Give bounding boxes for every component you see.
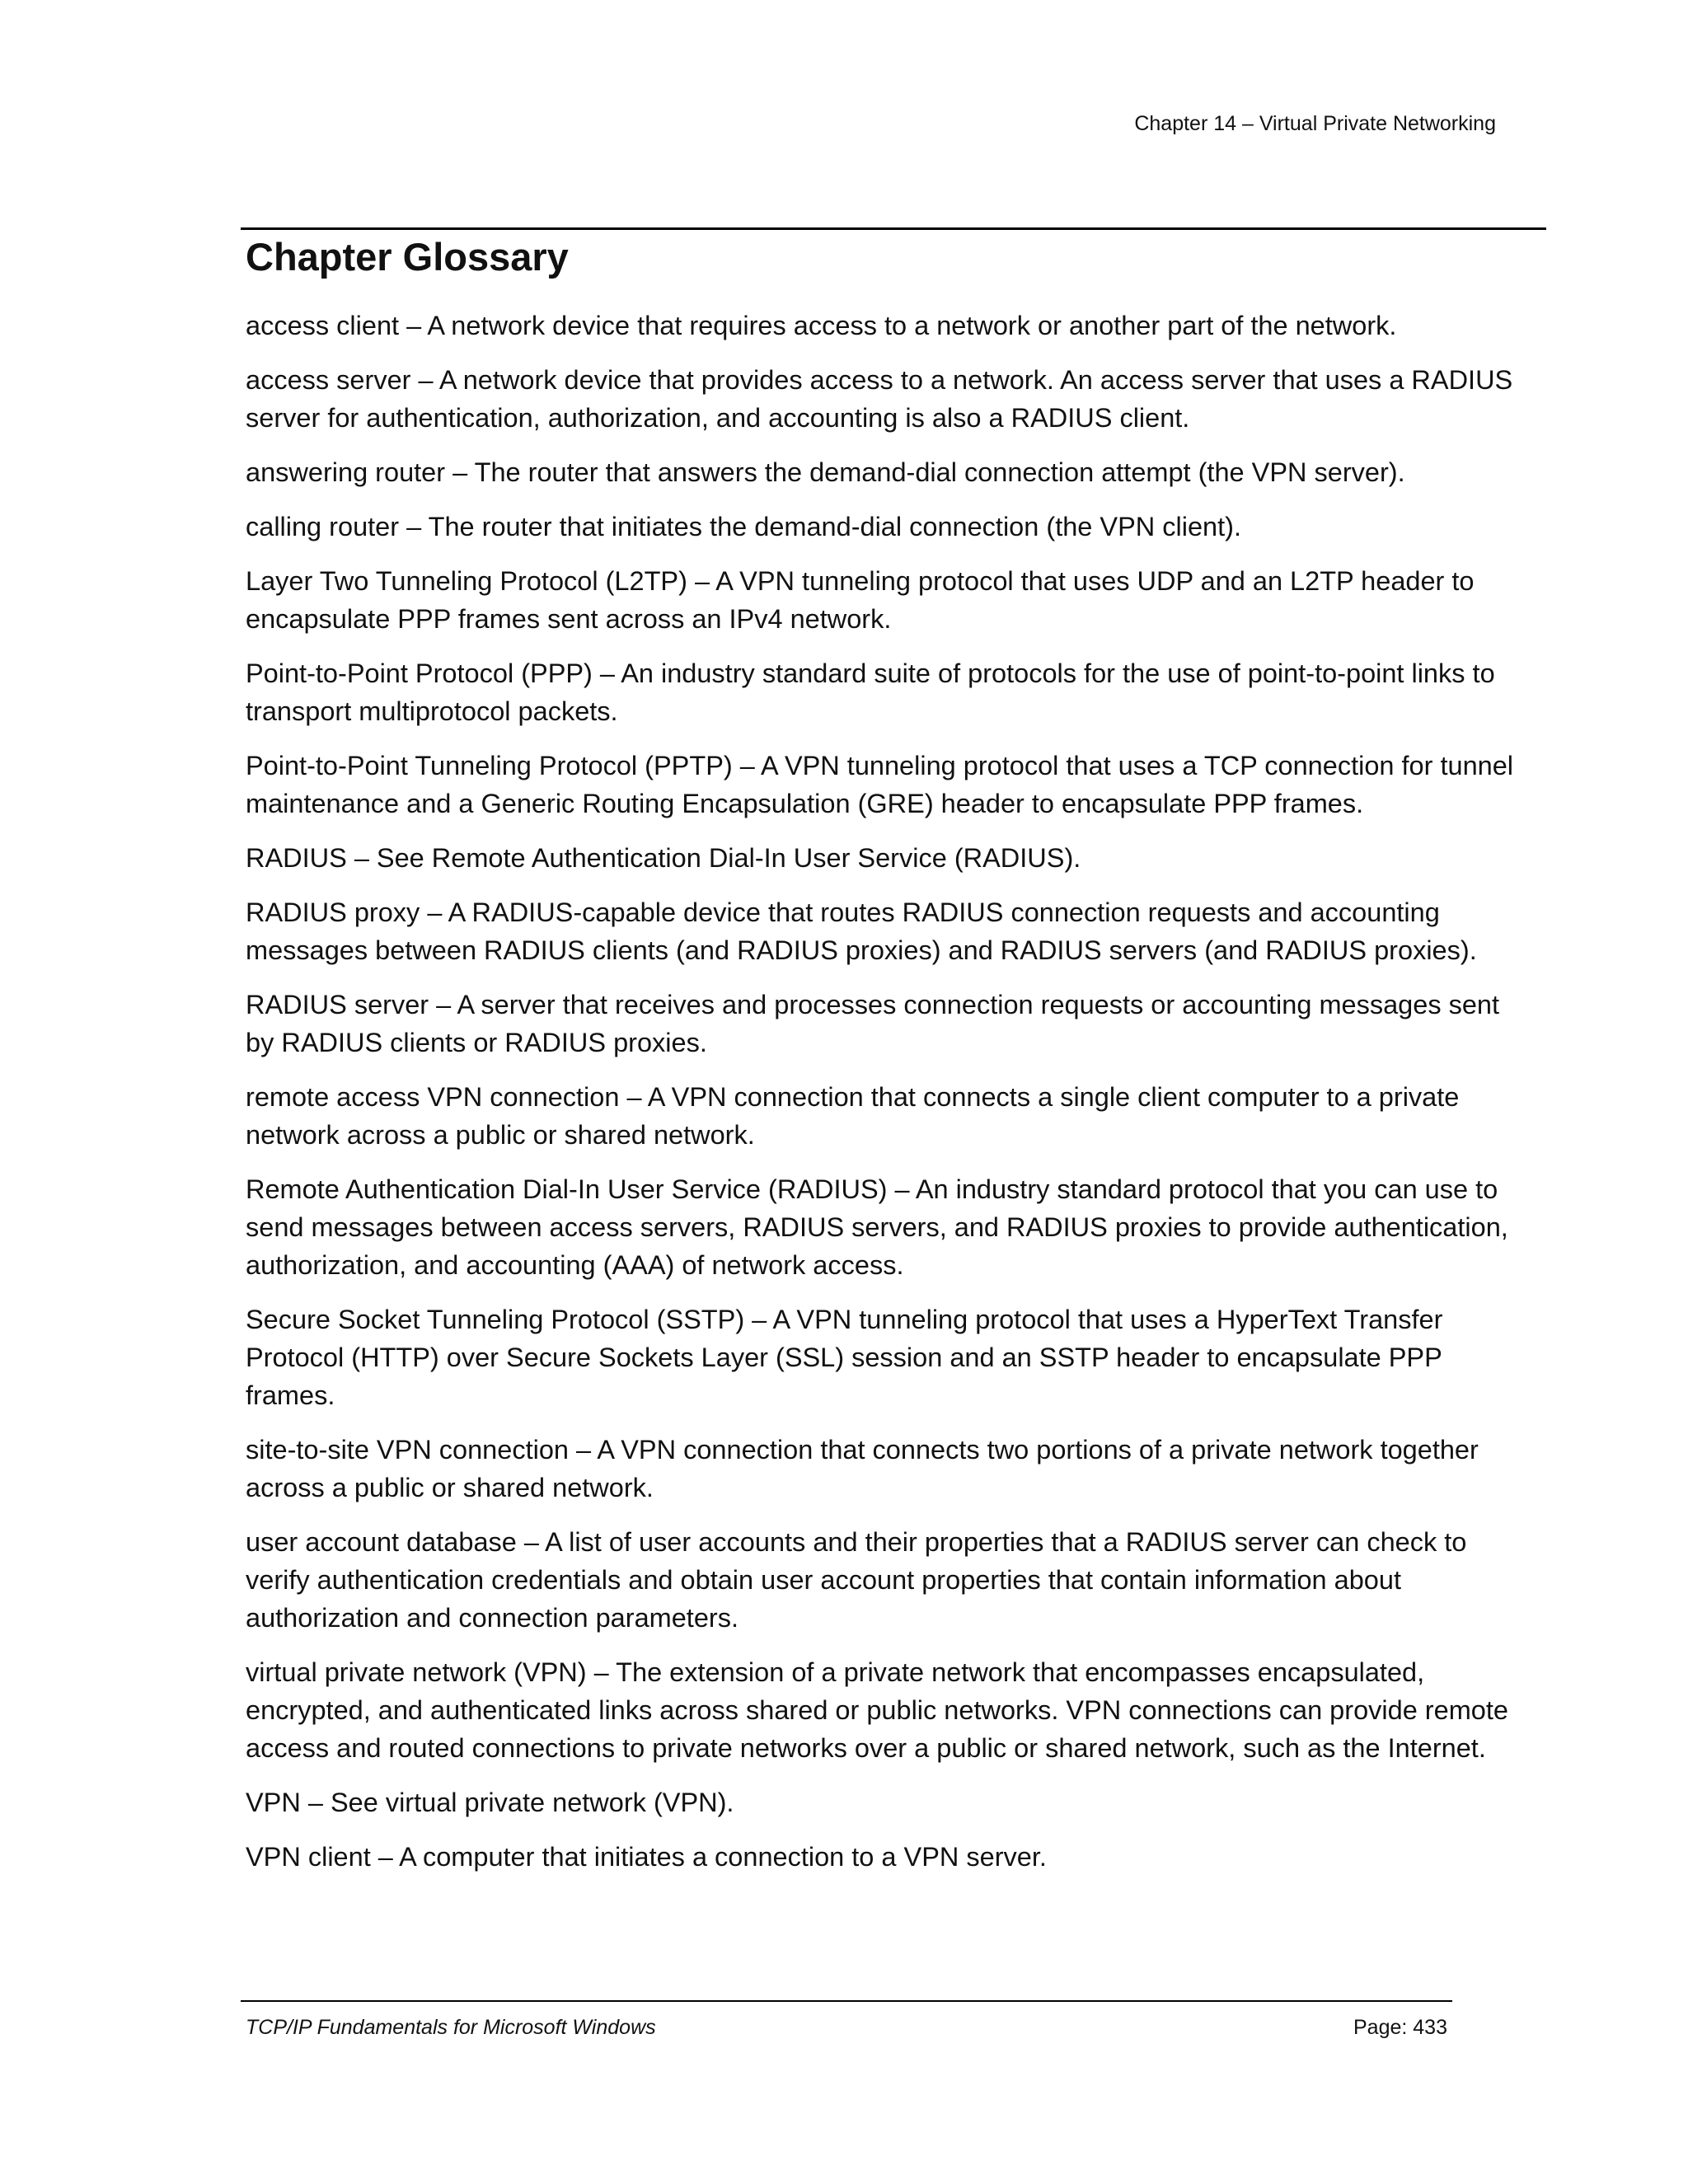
page-title: Chapter Glossary [246,235,569,279]
glossary-entry: Point-to-Point Tunneling Protocol (PPTP) – A VPN tunneling protocol that uses a TCP connection for tunnel maintenance and a Generic Routing Encapsulation (GRE) header to encapsulate PPP frames. [246,751,1514,818]
glossary-entry: Layer Two Tunneling Protocol (L2TP) – A VPN tunneling protocol that uses UDP and an L2TP header to encapsulate PPP frames sent across an IPv4 network. [246,566,1475,634]
glossary-entry: access server – A network device that provides access to a network. An access server that uses a RADIUS server for authentication, authorization, and accounting is also a RADIUS client. [246,365,1513,433]
glossary-entry: calling router – The router that initiates the demand-dial connection (the VPN client). [246,512,1241,541]
glossary-entry: user account database – A list of user accounts and their properties that a RADIUS server can check to verify authentication credentials and obtain user account properties that contain information about authorization and connection parameters. [246,1527,1467,1633]
glossary-entry: virtual private network (VPN) – The extension of a private network that encompasses encapsulated, encrypted, and authenticated links across shared or public networks. VPN connections can provide remote access and routed connections to private networks over a public or shared network, such as the Internet. [246,1657,1508,1763]
glossary-entry: access client – A network device that requires access to a network or another part of the network. [246,311,1397,340]
footer-divider [241,2000,1452,2002]
glossary-entry: RADIUS server – A server that receives and processes connection requests or accounting messages sent by RADIUS clients or RADIUS proxies. [246,990,1500,1057]
header-divider [241,227,1546,230]
glossary-entry: RADIUS – See Remote Authentication Dial-In User Service (RADIUS). [246,843,1081,873]
glossary-entry: RADIUS proxy – A RADIUS-capable device that routes RADIUS connection requests and accounting messages between RADIUS clients (and RADIUS proxies) and RADIUS servers (and RADIUS proxies). [246,898,1477,965]
glossary-entry: Remote Authentication Dial-In User Service (RADIUS) – An industry standard protocol that you can use to send messages between access servers, RADIUS servers, and RADIUS proxies to provide authentication, authorization, and accounting (AAA) of network access. [246,1174,1508,1280]
glossary-entry: site-to-site VPN connection – A VPN connection that connects two portions of a private network together across a public or shared network. [246,1435,1479,1502]
glossary-entry: answering router – The router that answers the demand-dial connection attempt (the VPN server). [246,457,1405,487]
footer-book-title: TCP/IP Fundamentals for Microsoft Windows [246,2016,656,2039]
glossary-entry: remote access VPN connection – A VPN connection that connects a single client computer to a private network across a public or shared network. [246,1082,1460,1150]
glossary-entry: Point-to-Point Protocol (PPP) – An industry standard suite of protocols for the use of point-to-point links to transport multiprotocol packets. [246,658,1495,726]
glossary-list [246,307,1515,1892]
glossary-entry: Secure Socket Tunneling Protocol (SSTP) – A VPN tunneling protocol that uses a HyperText Transfer Protocol (HTTP) over Secure Sockets Layer (SSL) session and an SSTP header to encapsulate PPP frames. [246,1305,1443,1410]
footer-page-number: Page: 433 [1353,2016,1447,2039]
running-header: Chapter 14 – Virtual Private Networking [1134,112,1496,135]
glossary-entry: VPN client – A computer that initiates a connection to a VPN server. [246,1842,1047,1872]
glossary-entry: VPN – See virtual private network (VPN). [246,1788,734,1817]
